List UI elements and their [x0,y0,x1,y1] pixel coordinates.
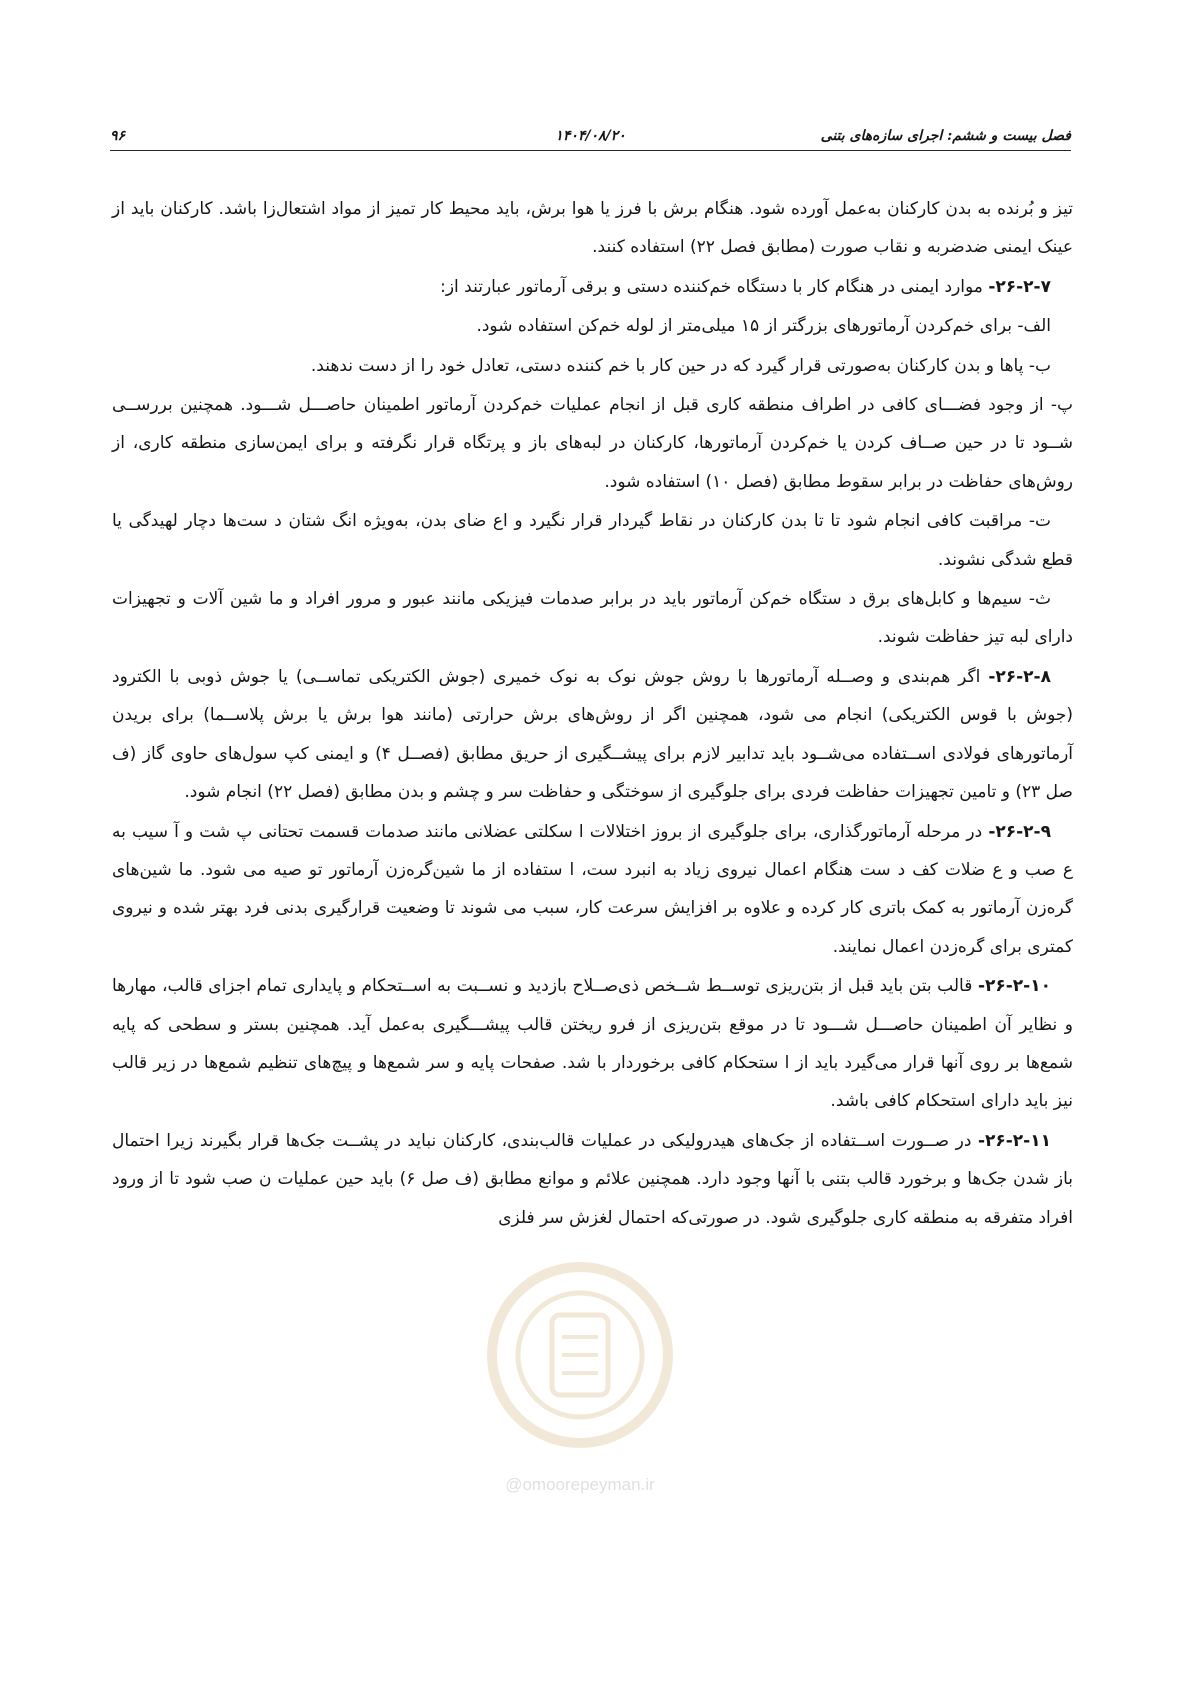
section-number: ۲۶-۲-۸- [988,666,1051,687]
watermark-text: @omoorepeyman.ir [505,1475,655,1494]
paragraph: ۲۶-۲-۱۰- قالب بتن باید قبل از بتن‌ریزی توســط شــخص ذی‌صــلاح بازدید و نســبت به اســتحکام و پایداری تمام اجزای قالب، مهارها و نظایر آن اطمینان حاصـــل شـــود تا در موقع بتن‌ریزی از فرو ریختن قالب پیشـــگیری به‌عمل آید. همچنین بستر و سطحی که پایه شمع‌ها بر روی آنها قرار می‌گیرد باید از ا ستحکام کافی برخوردار با شد. صفحات پایه و سر شمع‌ها و پیچ‌های تنظیم شمع‌ها در زیر قالب نیز باید دارای استحکام کافی باشد. [112,976,1073,1112]
chapter-title: فصل بیست و ششم: اجرای سازه‌های بتنی [820,128,1071,144]
paragraph: پ- از وجود فضـــای کافی در اطراف منطقه کاری قبل از انجام عملیات خم‌کردن آرماتور اطمینان حاصـــل شـــود. همچنین بررســی شــود تا در حین صــاف کردن یا خم‌کردن آرماتورها، کارکنان در لبه‌های باز و پرتگاه قرار نگرفته و برای ایمن‌سازی منطقه کاری، از روش‌های حفاظت در برابر سقوط مطابق (فصل ۱۰) استفاده شود. [112,395,1073,492]
paragraph: ۲۶-۲-۸- اگر هم‌بندی و وصــله آرماتورها با روش جوش نوک به نوک خمیری (جوش الکتریکی تماســی) یا جوش ذوبی با الکترود (جوش با قوس الکتریکی) انجام می شود، همچنین اگر از روش‌های برش حرارتی (مانند هوا برش یا برش پلاســما) برای بریدن آرماتورهای فولادی اســتفاده می‌شــود باید تدابیر لازم برای پیشــگیری از حریق مطابق (فصــل ۴) و ایمنی کپ سول‌های حاوی گاز (ف صل ۲۳) و تامین تجهیزات حفاظت فردی برای جلوگیری از سوختگی و حفاظت سر و چشم و بدن مطابق (فصل ۲۲) انجام شود. [112,666,1073,803]
section-number: ۲۶-۲-۹- [988,821,1051,842]
paragraph: ۲۶-۲-۹- در مرحله آرماتورگذاری، برای جلوگیری از بروز اختلالات ا سکلتی عضلانی مانند صدمات قسمت تحتانی پ شت و آ سیب به ع صب و ع ضلات کف د ست هنگام اعمال نیروی زیاد به انبرد ست، ا ستفاده از ما شین‌گره‌زن آرماتور تو صیه می شود. ما شین‌های گره‌زن آرماتور به کمک باتری کار کرده و علاوه بر افزایش سرعت کار، سبب می شوند تا وضعیت قرارگیری بدنی فرد بهتر شده و نیروی کمتری برای گره‌زدن اعمال نمایند. [112,821,1073,957]
paragraph: ب- پاها و بدن کارکنان به‌صورتی قرار گیرد که در حین کار با خم کننده دستی، تعادل خود را از دست ندهند. [310,355,1051,376]
paragraph: ۲۶-۲-۷- موارد ایمنی در هنگام کار با دستگاه خم‌کننده دستی و برقی آرماتور عبارتند از: [440,276,1051,297]
paragraph: ۲۶-۲-۱۱- در صــورت اســتفاده از جک‌های هیدرولیکی در عملیات قالب‌بندی، کارکنان نباید در پشــت جک‌ها قرار بگیرند زیرا احتمال باز شدن جک‌ها و برخورد قالب بتنی با آنها وجود دارد. همچنین علائم و موانع مطابق (ف صل ۶) باید حین عملیات ن صب شود تا از ورود افراد متفرقه به منطقه کاری جلوگیری شود. در صورتی‌که احتمال لغزش سر فلزی [112,1130,1073,1228]
body-text [112,190,1073,1238]
paragraph: الف- برای خم‌کردن آرماتورهای بزرگتر از ۱۵ میلی‌متر از لوله خم‌کن استفاده شود. [476,316,1051,337]
paragraph: ث- سیم‌ها و کابل‌های برق د ستگاه خم‌کن آرماتور باید در برابر صدمات فیزیکی مانند عبور و مرور افراد و ما شین آلات و تجهیزات دارای لبه تیز حفاظت شوند. [112,589,1073,648]
paragraph: تیز و بُرنده به بدن کارکنان به‌عمل آورده شود. هنگام برش با فرز یا هوا برش، باید محیط کار تمیز از مواد اشتعال‌زا باشد. کارکنان باید از عینک ایمنی ضدضربه و نقاب صورت (مطابق فصل ۲۲) استفاده کنند. [112,199,1073,258]
header-date: ۱۴۰۴/۰۸/۲۰ [555,128,626,144]
section-number: ۲۶-۲-۷- [988,276,1051,297]
section-number: ۲۶-۲-۱۰- [977,976,1051,997]
section-number: ۲۶-۲-۱۱- [977,1130,1051,1151]
page-header [110,124,1071,151]
page-number: ۹۶ [110,128,126,144]
watermark-logo [470,1245,690,1505]
paragraph: ت- مراقبت کافی انجام شود تا تا بدن کارکنان در نقاط گیردار قرار نگیرد و اع ضای بدن، به‌ویژه انگ شتان د ست‌ها دچار لهیدگی یا قطع شدگی نشوند. [112,511,1073,570]
